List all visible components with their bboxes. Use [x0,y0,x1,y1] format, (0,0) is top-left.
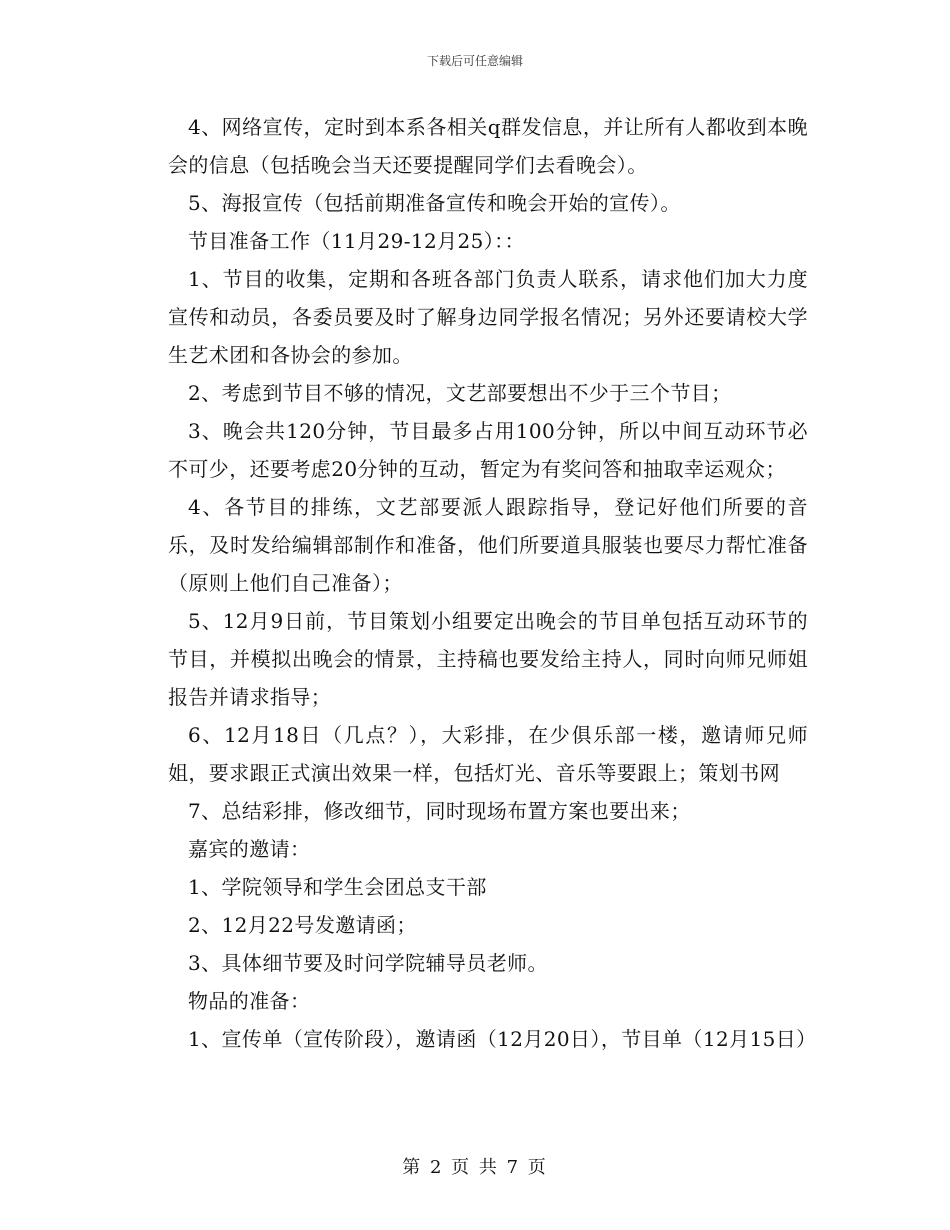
paragraph-rehearsal-guidance: 4、各节目的排练，文艺部要派人跟踪指导，登记好他们所要的音乐，及时发给编辑部制作和准备，他们所要道具服装也要尽力帮忙准备（原则上他们自己准备）； [168,495,808,595]
paragraph-rehearsal-summary: 7、总结彩排，修改细节，同时现场布置方案也要出来； [188,799,691,823]
paragraph-materials-list: 1、宣传单（宣传阶段），邀请函（12月20日），节目单（12月15日） [188,1027,817,1051]
paragraph-dress-rehearsal: 6、12月18日（几点？），大彩排，在少俱乐部一楼，邀请师兄师姐，要求跟正式演出效果一样，包括灯光、音乐等要跟上；策划书网 [168,723,808,785]
section-heading-program-prep: 节目准备工作（11月29-12月25）：： [188,229,525,253]
paragraph-guest-invitation: 2、12月22号发邀请函； [188,913,417,937]
section-heading-materials: 物品的准备： [188,989,311,1013]
paragraph-network-promotion: 4、网络宣传，定时到本系各相关q群发信息，并让所有人都收到本晚会的信息（包括晚会当天还要提醒同学们去看晚会）。 [168,115,808,177]
document-body [168,108,817,1058]
paragraph-program-collection: 1、节目的收集，定期和各班各部门负责人联系，请求他们加大力度宣传和动员，各委员要及时了解身边同学报名情况；另外还要请校大学生艺术团和各协会的参加。 [168,267,808,367]
paragraph-schedule-duration: 3、晚会共120分钟，节目最多占用100分钟，所以中间互动环节必不可少，还要考虑20分钟的互动，暂定为有奖问答和抽取幸运观众； [168,419,808,481]
paragraph-poster-promotion: 5、海报宣传（包括前期准备宣传和晚会开始的宣传）。 [188,191,681,215]
section-heading-guests: 嘉宾的邀请： [188,837,311,861]
paragraph-program-list: 5、12月9日前，节目策划小组要定出晚会的节目单包括互动环节的节目，并模拟出晚会的情景，主持稿也要发给主持人，同时向师兄师姐报告并请求指导； [168,609,808,709]
page-header: 下载后可任意编辑 [426,54,523,68]
page-number-footer: 第 2 页 共 7 页 [402,1157,548,1178]
paragraph-guest-leaders: 1、学院领导和学生会团总支干部 [188,875,487,899]
paragraph-guest-details: 3、具体细节要及时问学院辅导员老师。 [188,951,548,975]
paragraph-backup-programs: 2、考虑到节目不够的情况，文艺部要想出不少于三个节目； [188,381,732,405]
